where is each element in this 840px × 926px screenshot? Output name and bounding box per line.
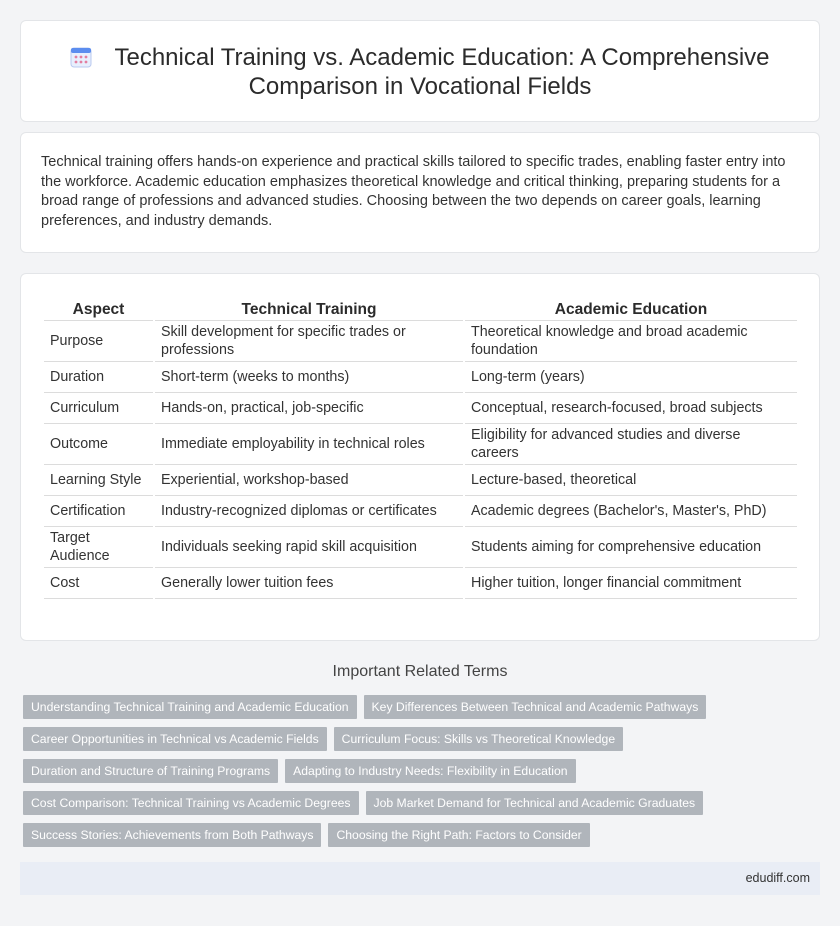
calendar-grid-icon bbox=[70, 46, 92, 68]
table-cell: Learning Style bbox=[44, 465, 153, 496]
table-cell: Eligibility for advanced studies and diverse careers bbox=[465, 424, 797, 465]
related-terms-heading: Important Related Terms bbox=[332, 663, 508, 680]
table-row bbox=[44, 568, 797, 599]
table-cell: Target Audience bbox=[44, 527, 153, 568]
title-card bbox=[20, 20, 820, 122]
related-term-tag[interactable]: Choosing the Right Path: Factors to Consider bbox=[328, 823, 589, 847]
table-cell: Short-term (weeks to months) bbox=[155, 362, 463, 393]
table-cell: Hands-on, practical, job-specific bbox=[155, 393, 463, 424]
table-row bbox=[44, 465, 797, 496]
related-term-tag[interactable]: Adapting to Industry Needs: Flexibility in Education bbox=[285, 759, 575, 783]
table-cell: Conceptual, research-focused, broad subjects bbox=[465, 393, 797, 424]
table-cell: Duration bbox=[44, 362, 153, 393]
footer bbox=[20, 862, 820, 895]
table-row bbox=[44, 393, 797, 424]
related-term-tag[interactable]: Key Differences Between Technical and Academic Pathways bbox=[364, 695, 707, 719]
related-term-tag[interactable]: Understanding Technical Training and Academic Education bbox=[23, 695, 357, 719]
table-cell: Long-term (years) bbox=[465, 362, 797, 393]
table-cell: Academic degrees (Bachelor's, Master's, PhD) bbox=[465, 496, 797, 527]
table-cell: Certification bbox=[44, 496, 153, 527]
table-cell: Higher tuition, longer financial commitment bbox=[465, 568, 797, 599]
table-cell: Immediate employability in technical roles bbox=[155, 424, 463, 465]
table-cell: Curriculum bbox=[44, 393, 153, 424]
footer-site-link[interactable]: edudiff.com bbox=[745, 871, 810, 885]
page-title-wrap bbox=[21, 43, 819, 101]
related-term-tag[interactable]: Job Market Demand for Technical and Academic Graduates bbox=[366, 791, 704, 815]
table-header-row bbox=[44, 294, 797, 321]
page-title: Technical Training vs. Academic Education: A Comprehensive Comparison in Vocational Fields bbox=[114, 44, 770, 100]
related-term-tag[interactable]: Success Stories: Achievements from Both Pathways bbox=[23, 823, 321, 847]
column-header-technical: Technical Training bbox=[155, 294, 463, 321]
related-term-tag[interactable]: Career Opportunities in Technical vs Academic Fields bbox=[23, 727, 327, 751]
column-header-academic: Academic Education bbox=[465, 294, 797, 321]
table-row bbox=[44, 424, 797, 465]
table-row bbox=[44, 527, 797, 568]
table-cell: Outcome bbox=[44, 424, 153, 465]
comparison-card bbox=[20, 273, 820, 641]
table-cell: Skill development for specific trades or professions bbox=[155, 321, 463, 362]
related-term-tag[interactable]: Cost Comparison: Technical Training vs Academic Degrees bbox=[23, 791, 359, 815]
table-cell: Individuals seeking rapid skill acquisition bbox=[155, 527, 463, 568]
intro-card bbox=[20, 132, 820, 253]
related-term-tag[interactable]: Duration and Structure of Training Programs bbox=[23, 759, 278, 783]
table-row bbox=[44, 321, 797, 362]
related-term-tag[interactable]: Curriculum Focus: Skills vs Theoretical Knowledge bbox=[334, 727, 623, 751]
table-cell: Students aiming for comprehensive education bbox=[465, 527, 797, 568]
comparison-table bbox=[42, 294, 799, 599]
table-row bbox=[44, 496, 797, 527]
table-cell: Lecture-based, theoretical bbox=[465, 465, 797, 496]
table-cell: Experiential, workshop-based bbox=[155, 465, 463, 496]
column-header-aspect: Aspect bbox=[44, 294, 153, 321]
table-cell: Purpose bbox=[44, 321, 153, 362]
table-cell: Cost bbox=[44, 568, 153, 599]
table-cell: Industry-recognized diplomas or certificates bbox=[155, 496, 463, 527]
intro-paragraph: Technical training offers hands-on experience and practical skills tailored to specific trades, enabling faster entry into the workforce. Academic education emphasizes theoretical knowledge and critical thinking, preparing students for a broad range of professions and advanced studies. Choosing between the two depends on career goals, learning preferences, and industry demands. bbox=[41, 154, 786, 230]
table-cell: Theoretical knowledge and broad academic foundation bbox=[465, 321, 797, 362]
table-cell: Generally lower tuition fees bbox=[155, 568, 463, 599]
table-row bbox=[44, 362, 797, 393]
related-terms-list bbox=[23, 695, 803, 855]
